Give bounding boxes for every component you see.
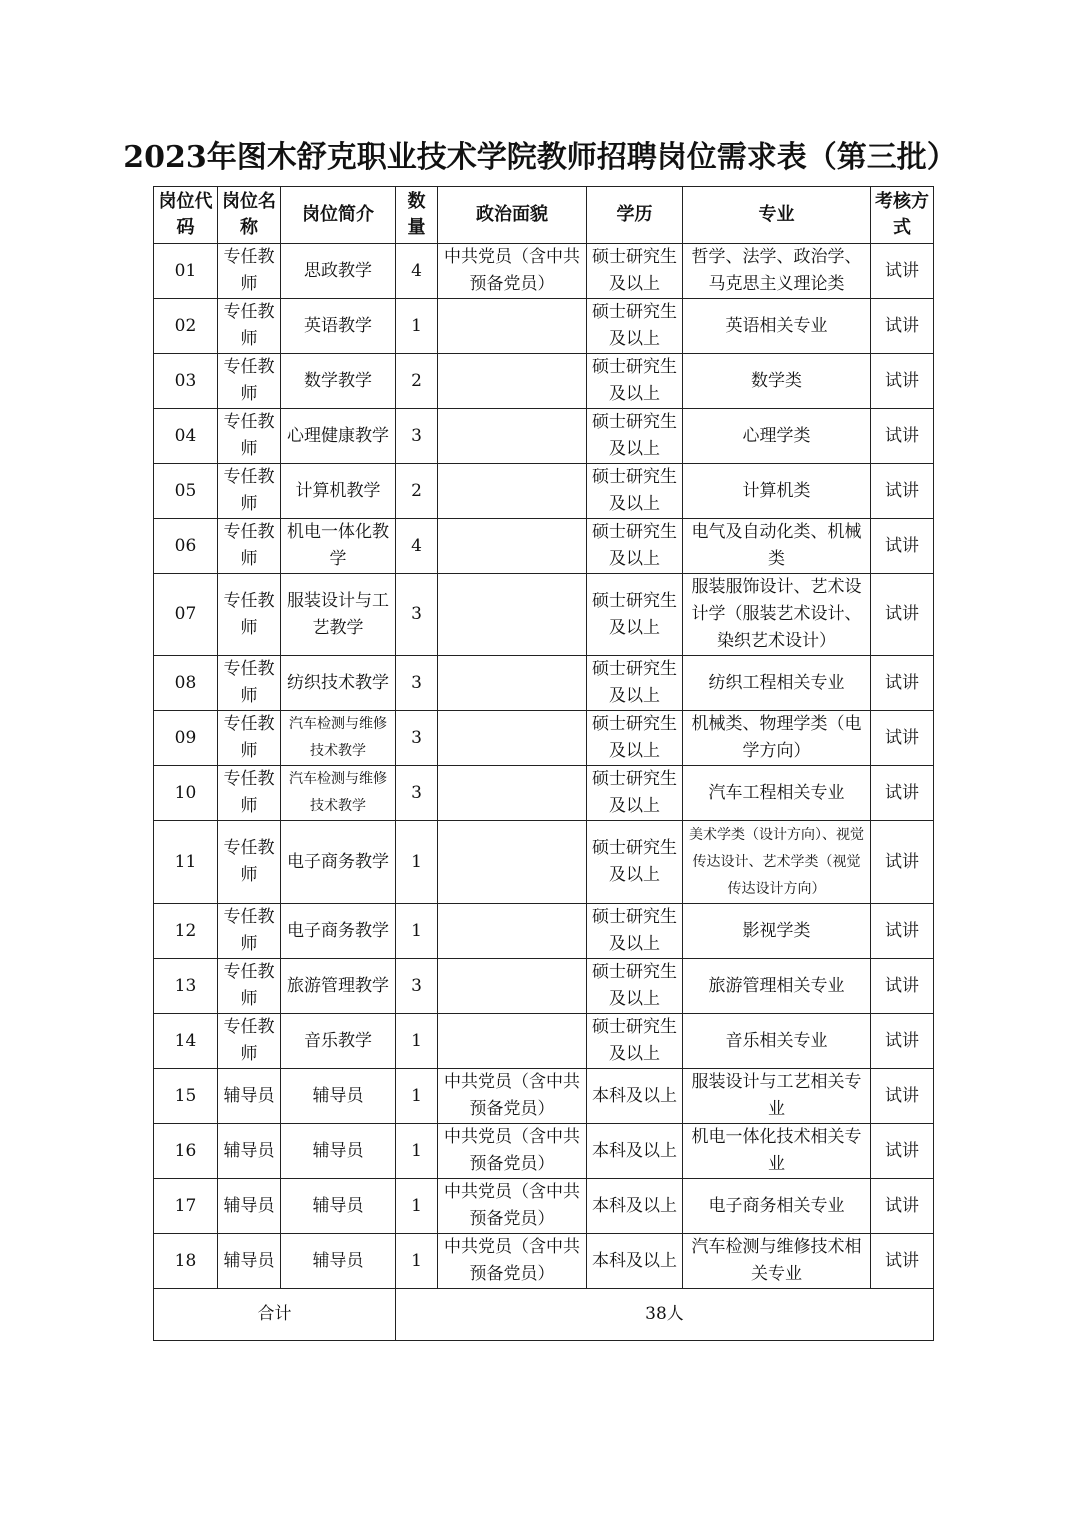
cell-exam: 试讲 (871, 1179, 934, 1234)
cell-code: 04 (154, 409, 218, 464)
table-header-row (154, 187, 934, 244)
cell-count: 1 (396, 904, 438, 959)
cell-political (438, 299, 587, 354)
cell-count: 1 (396, 1234, 438, 1289)
cell-code: 14 (154, 1014, 218, 1069)
cell-education: 硕士研究生及以上 (587, 244, 683, 299)
cell-education: 硕士研究生及以上 (587, 409, 683, 464)
cell-name: 专任教师 (218, 959, 281, 1014)
cell-political: 中共党员（含中共预备党员） (438, 1069, 587, 1124)
cell-name: 专任教师 (218, 574, 281, 656)
total-value: 38人 (396, 1289, 934, 1341)
cell-education: 本科及以上 (587, 1124, 683, 1179)
cell-count: 1 (396, 1179, 438, 1234)
page-title: 2023年图木舒克职业技术学院教师招聘岗位需求表（第三批） (123, 140, 957, 175)
cell-major: 服装设计与工艺相关专业 (683, 1069, 871, 1124)
cell-exam: 试讲 (871, 464, 934, 519)
cell-code: 05 (154, 464, 218, 519)
cell-intro: 汽车检测与维修技术教学 (281, 711, 396, 766)
cell-exam: 试讲 (871, 354, 934, 409)
cell-code: 12 (154, 904, 218, 959)
cell-political (438, 409, 587, 464)
cell-exam: 试讲 (871, 1069, 934, 1124)
cell-education: 硕士研究生及以上 (587, 519, 683, 574)
cell-political: 中共党员（含中共预备党员） (438, 244, 587, 299)
cell-count: 1 (396, 299, 438, 354)
cell-intro: 旅游管理教学 (281, 959, 396, 1014)
cell-intro: 纺织技术教学 (281, 656, 396, 711)
header-education: 学历 (587, 187, 683, 244)
cell-exam: 试讲 (871, 519, 934, 574)
cell-exam: 试讲 (871, 959, 934, 1014)
cell-code: 10 (154, 766, 218, 821)
cell-exam: 试讲 (871, 244, 934, 299)
cell-major: 数学类 (683, 354, 871, 409)
cell-major: 机械类、物理学类（电学方向） (683, 711, 871, 766)
cell-exam: 试讲 (871, 656, 934, 711)
cell-code: 16 (154, 1124, 218, 1179)
cell-political (438, 354, 587, 409)
cell-count: 3 (396, 766, 438, 821)
cell-code: 06 (154, 519, 218, 574)
cell-exam: 试讲 (871, 299, 934, 354)
cell-exam: 试讲 (871, 1124, 934, 1179)
cell-political (438, 821, 587, 904)
cell-code: 13 (154, 959, 218, 1014)
table-row (154, 1179, 934, 1234)
cell-education: 硕士研究生及以上 (587, 299, 683, 354)
cell-intro: 心理健康教学 (281, 409, 396, 464)
cell-count: 1 (396, 1069, 438, 1124)
cell-education: 硕士研究生及以上 (587, 354, 683, 409)
cell-education: 硕士研究生及以上 (587, 656, 683, 711)
cell-major: 服装服饰设计、艺术设计学（服装艺术设计、染织艺术设计） (683, 574, 871, 656)
cell-name: 专任教师 (218, 464, 281, 519)
cell-exam: 试讲 (871, 1234, 934, 1289)
table-row (154, 1234, 934, 1289)
cell-count: 3 (396, 574, 438, 656)
cell-major: 英语相关专业 (683, 299, 871, 354)
cell-education: 硕士研究生及以上 (587, 464, 683, 519)
table-row (154, 1124, 934, 1179)
cell-major: 心理学类 (683, 409, 871, 464)
cell-major: 美术学类（设计方向）、视觉传达设计、艺术学类（视觉传达设计方向） (683, 821, 871, 904)
cell-education: 硕士研究生及以上 (587, 574, 683, 656)
cell-name: 专任教师 (218, 766, 281, 821)
cell-political (438, 1014, 587, 1069)
cell-intro: 辅导员 (281, 1124, 396, 1179)
cell-intro: 数学教学 (281, 354, 396, 409)
cell-count: 3 (396, 409, 438, 464)
cell-education: 本科及以上 (587, 1179, 683, 1234)
cell-intro: 电子商务教学 (281, 904, 396, 959)
recruitment-table (153, 186, 934, 1341)
cell-education: 本科及以上 (587, 1234, 683, 1289)
table-row (154, 244, 934, 299)
cell-name: 专任教师 (218, 519, 281, 574)
cell-count: 2 (396, 354, 438, 409)
cell-political: 中共党员（含中共预备党员） (438, 1179, 587, 1234)
cell-intro: 思政教学 (281, 244, 396, 299)
cell-education: 硕士研究生及以上 (587, 711, 683, 766)
cell-major: 计算机类 (683, 464, 871, 519)
cell-code: 02 (154, 299, 218, 354)
cell-major: 汽车工程相关专业 (683, 766, 871, 821)
cell-political (438, 766, 587, 821)
cell-name: 专任教师 (218, 409, 281, 464)
cell-name: 辅导员 (218, 1069, 281, 1124)
cell-code: 07 (154, 574, 218, 656)
cell-political (438, 711, 587, 766)
cell-education: 硕士研究生及以上 (587, 1014, 683, 1069)
header-exam: 考核方式 (871, 187, 934, 244)
cell-major: 影视学类 (683, 904, 871, 959)
cell-intro: 服装设计与工艺教学 (281, 574, 396, 656)
header-count: 数量 (396, 187, 438, 244)
cell-name: 专任教师 (218, 299, 281, 354)
table-row (154, 821, 934, 904)
total-row (154, 1289, 934, 1341)
cell-name: 专任教师 (218, 821, 281, 904)
cell-intro: 辅导员 (281, 1069, 396, 1124)
header-name: 岗位名称 (218, 187, 281, 244)
cell-education: 硕士研究生及以上 (587, 821, 683, 904)
table-row (154, 766, 934, 821)
table-row (154, 409, 934, 464)
header-intro: 岗位简介 (281, 187, 396, 244)
cell-name: 专任教师 (218, 711, 281, 766)
cell-exam: 试讲 (871, 821, 934, 904)
cell-major: 哲学、法学、政治学、马克思主义理论类 (683, 244, 871, 299)
table-row (154, 711, 934, 766)
cell-major: 纺织工程相关专业 (683, 656, 871, 711)
cell-name: 专任教师 (218, 656, 281, 711)
cell-name: 辅导员 (218, 1124, 281, 1179)
cell-major: 电气及自动化类、机械类 (683, 519, 871, 574)
cell-exam: 试讲 (871, 711, 934, 766)
table-row (154, 656, 934, 711)
cell-exam: 试讲 (871, 904, 934, 959)
cell-major: 音乐相关专业 (683, 1014, 871, 1069)
cell-name: 辅导员 (218, 1234, 281, 1289)
cell-count: 3 (396, 656, 438, 711)
header-political: 政治面貌 (438, 187, 587, 244)
cell-political: 中共党员（含中共预备党员） (438, 1234, 587, 1289)
cell-name: 专任教师 (218, 904, 281, 959)
cell-intro: 辅导员 (281, 1234, 396, 1289)
table-row (154, 904, 934, 959)
cell-count: 3 (396, 959, 438, 1014)
cell-code: 17 (154, 1179, 218, 1234)
cell-political (438, 959, 587, 1014)
cell-major: 汽车检测与维修技术相关专业 (683, 1234, 871, 1289)
cell-intro: 音乐教学 (281, 1014, 396, 1069)
cell-name: 专任教师 (218, 244, 281, 299)
cell-political (438, 464, 587, 519)
cell-code: 03 (154, 354, 218, 409)
cell-intro: 汽车检测与维修技术教学 (281, 766, 396, 821)
cell-major: 旅游管理相关专业 (683, 959, 871, 1014)
cell-count: 4 (396, 519, 438, 574)
cell-code: 09 (154, 711, 218, 766)
total-label: 合计 (154, 1289, 396, 1341)
table-row (154, 519, 934, 574)
cell-exam: 试讲 (871, 409, 934, 464)
cell-count: 1 (396, 1014, 438, 1069)
cell-name: 专任教师 (218, 1014, 281, 1069)
cell-intro: 辅导员 (281, 1179, 396, 1234)
cell-political (438, 574, 587, 656)
cell-major: 机电一体化技术相关专业 (683, 1124, 871, 1179)
cell-count: 2 (396, 464, 438, 519)
header-code: 岗位代码 (154, 187, 218, 244)
cell-code: 01 (154, 244, 218, 299)
cell-intro: 机电一体化教学 (281, 519, 396, 574)
table-row (154, 299, 934, 354)
table-row (154, 574, 934, 656)
header-major: 专业 (683, 187, 871, 244)
cell-political: 中共党员（含中共预备党员） (438, 1124, 587, 1179)
table-row (154, 1014, 934, 1069)
cell-code: 08 (154, 656, 218, 711)
cell-exam: 试讲 (871, 1014, 934, 1069)
cell-political (438, 519, 587, 574)
table-row (154, 1069, 934, 1124)
cell-education: 硕士研究生及以上 (587, 766, 683, 821)
cell-count: 1 (396, 1124, 438, 1179)
cell-name: 专任教师 (218, 354, 281, 409)
cell-education: 硕士研究生及以上 (587, 904, 683, 959)
cell-code: 15 (154, 1069, 218, 1124)
table-row (154, 354, 934, 409)
cell-count: 1 (396, 821, 438, 904)
table-row (154, 464, 934, 519)
cell-count: 4 (396, 244, 438, 299)
cell-intro: 英语教学 (281, 299, 396, 354)
cell-name: 辅导员 (218, 1179, 281, 1234)
cell-exam: 试讲 (871, 574, 934, 656)
cell-political (438, 656, 587, 711)
cell-code: 11 (154, 821, 218, 904)
table-row (154, 959, 934, 1014)
cell-code: 18 (154, 1234, 218, 1289)
cell-intro: 计算机教学 (281, 464, 396, 519)
cell-exam: 试讲 (871, 766, 934, 821)
cell-major: 电子商务相关专业 (683, 1179, 871, 1234)
cell-intro: 电子商务教学 (281, 821, 396, 904)
cell-education: 本科及以上 (587, 1069, 683, 1124)
cell-education: 硕士研究生及以上 (587, 959, 683, 1014)
cell-political (438, 904, 587, 959)
cell-count: 3 (396, 711, 438, 766)
